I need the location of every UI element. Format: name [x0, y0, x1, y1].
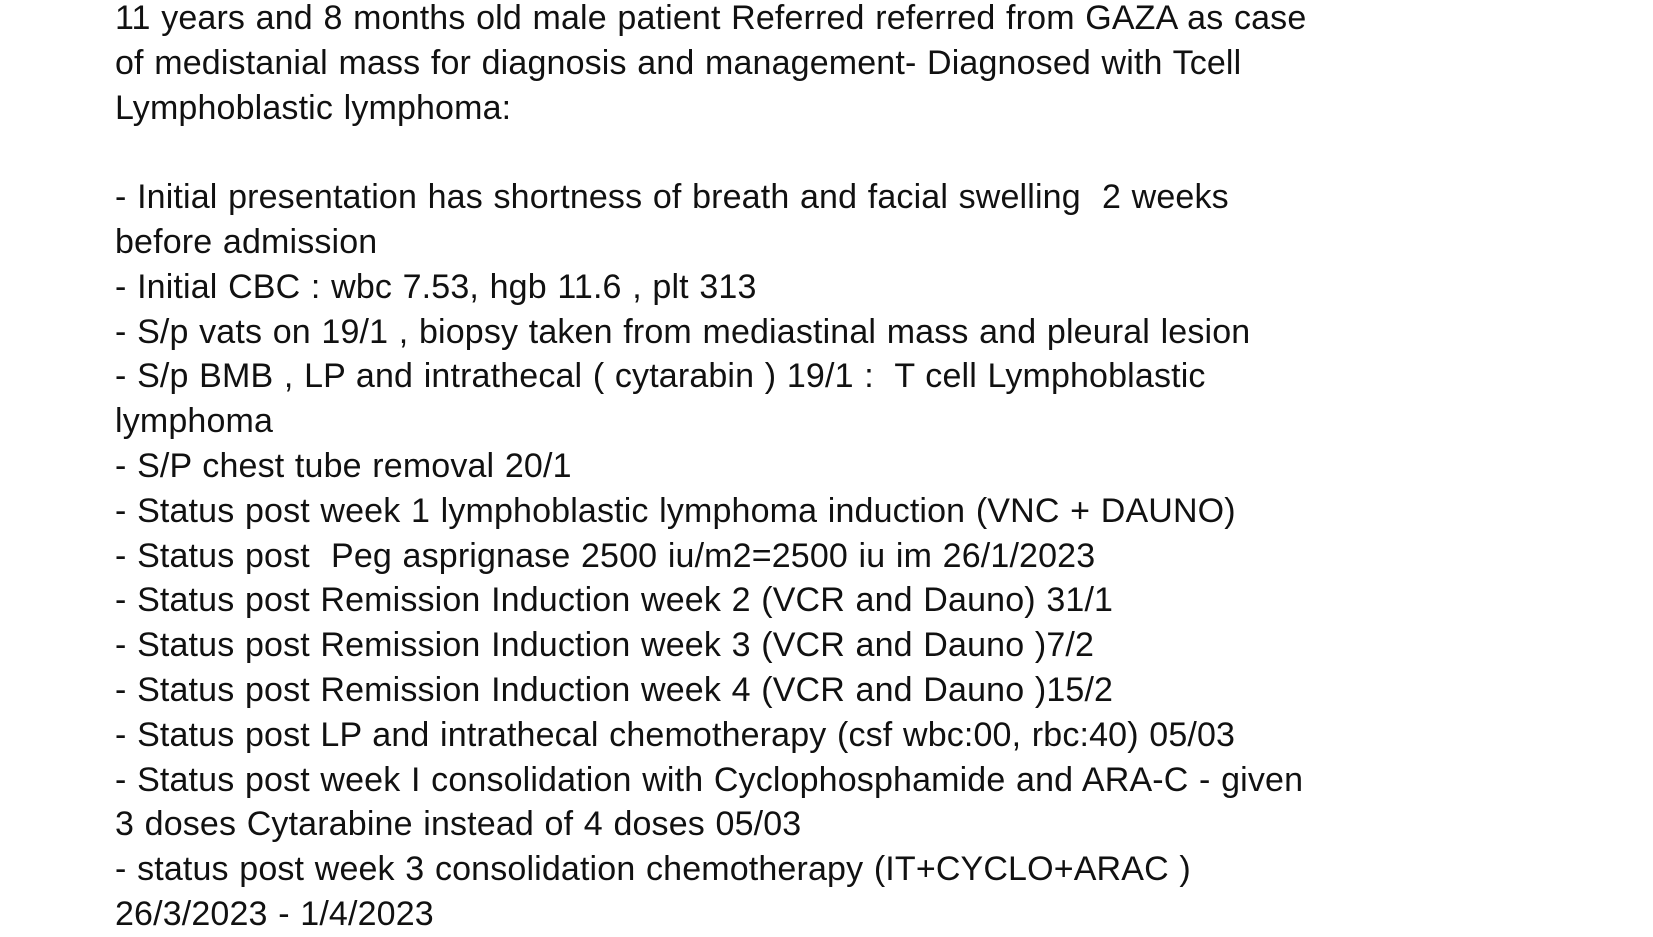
list-item: - Status post Remission Induction week 2 (VCR and Dauno) 31/1: [115, 581, 1114, 620]
list-item-continuation: 26/3/2023 - 1/4/2023: [115, 894, 434, 933]
list-item: - status post week 3 consolidation chemotherapy (IT+CYCLO+ARAC ): [115, 850, 1191, 889]
list-item-continuation: before admission: [115, 222, 378, 261]
list-item: - S/P chest tube removal 20/1: [115, 446, 572, 485]
clinical-summary-text: [115, 0, 1645, 937]
list-item: - Initial CBC : wbc 7.53, hgb 11.6 , plt 313: [115, 267, 757, 306]
list-item: - Status post week I consolidation with Cyclophosphamide and ARA-C - given: [115, 760, 1304, 799]
list-item: - Status post LP and intrathecal chemotherapy (csf wbc:00, rbc:40) 05/03: [115, 715, 1236, 754]
list-item: - S/p vats on 19/1 , biopsy taken from mediastinal mass and pleural lesion: [115, 312, 1251, 351]
intro-line-1: 11 years and 8 months old male patient Referred referred from GAZA as case: [115, 0, 1307, 37]
list-item-continuation: 3 doses Cytarabine instead of 4 doses 05/03: [115, 805, 802, 844]
list-item: - Status post Peg asprignase 2500 iu/m2=2500 iu im 26/1/2023: [115, 536, 1096, 575]
list-item: - Initial presentation has shortness of breath and facial swelling 2 weeks: [115, 178, 1229, 217]
list-item: - Status post week 1 lymphoblastic lymphoma induction (VNC + DAUNO): [115, 491, 1236, 530]
list-item: - Status post Remission Induction week 4 (VCR and Dauno )15/2: [115, 670, 1114, 709]
list-item-continuation: lymphoma: [115, 402, 274, 441]
intro-line-2: of medistanial mass for diagnosis and management- Diagnosed with Tcell: [115, 43, 1242, 82]
list-item: - S/p BMB , LP and intrathecal ( cytarabin ) 19/1 : T cell Lymphoblastic: [115, 357, 1206, 396]
intro-line-3: Lymphoblastic lymphoma:: [115, 88, 512, 127]
paragraph-spacer: [115, 130, 1645, 175]
list-item: - Status post Remission Induction week 3 (VCR and Dauno )7/2: [115, 626, 1095, 665]
